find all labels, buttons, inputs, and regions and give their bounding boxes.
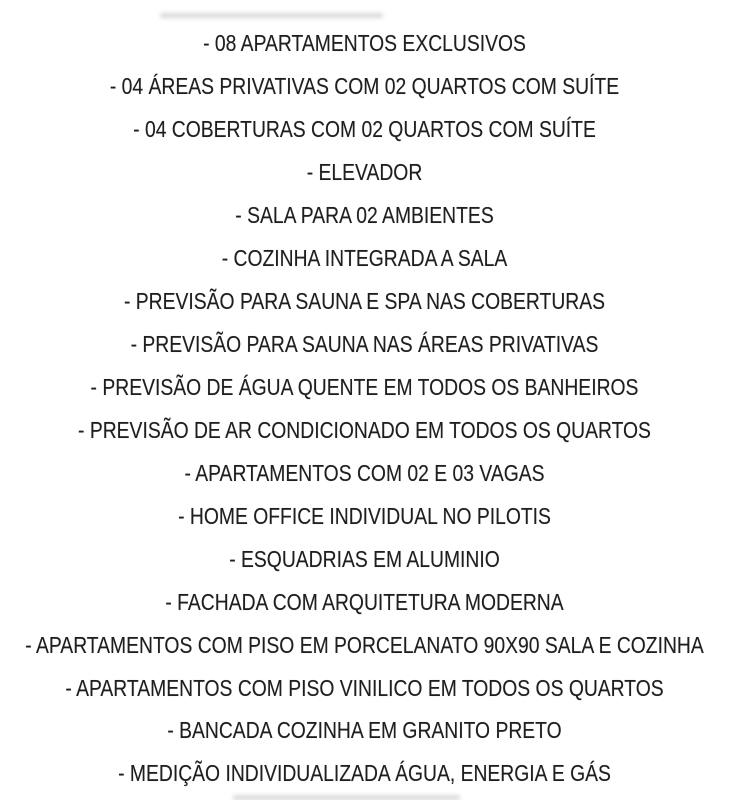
feature-line: - APARTAMENTOS COM 02 E 03 VAGAS: [184, 459, 545, 486]
feature-line: - COZINHA INTEGRADA A SALA: [221, 245, 508, 272]
cropped-text-artifact-bottom: [233, 795, 460, 800]
feature-line: - HOME OFFICE INDIVIDUAL NO PILOTIS: [178, 502, 551, 529]
feature-line: - APARTAMENTOS COM PISO EM PORCELANATO 90X90 SALA E COZINHA: [25, 631, 704, 658]
feature-line: - 04 ÁREAS PRIVATIVAS COM 02 QUARTOS COM SUÍTE: [109, 73, 620, 100]
feature-line: - FACHADA COM ARQUITETURA MODERNA: [165, 588, 564, 615]
feature-line: - PREVISÃO PARA SAUNA NAS ÁREAS PRIVATIVAS: [130, 331, 599, 358]
feature-line: - BANCADA COZINHA EM GRANITO PRETO: [167, 717, 562, 744]
feature-line: - 08 APARTAMENTOS EXCLUSIVOS: [203, 30, 526, 57]
feature-line: - SALA PARA 02 AMBIENTES: [235, 202, 494, 229]
feature-line: - ELEVADOR: [306, 159, 423, 186]
cropped-text-artifact-top: [160, 13, 383, 18]
feature-line: - PREVISÃO PARA SAUNA E SPA NAS COBERTURAS: [123, 288, 606, 315]
feature-line: - 04 COBERTURAS COM 02 QUARTOS COM SUÍTE: [133, 116, 596, 143]
feature-list: [0, 23, 729, 796]
feature-line: - PREVISÃO DE AR CONDICIONADO EM TODOS OS QUARTOS: [78, 416, 651, 443]
feature-line: - MEDIÇÃO INDIVIDUALIZADA ÁGUA, ENERGIA E GÁS: [118, 760, 611, 787]
feature-line: - ESQUADRIAS EM ALUMINIO: [229, 545, 500, 572]
feature-line: - APARTAMENTOS COM PISO VINILICO EM TODOS OS QUARTOS: [65, 674, 664, 701]
feature-line: - PREVISÃO DE ÁGUA QUENTE EM TODOS OS BANHEIROS: [90, 373, 639, 400]
